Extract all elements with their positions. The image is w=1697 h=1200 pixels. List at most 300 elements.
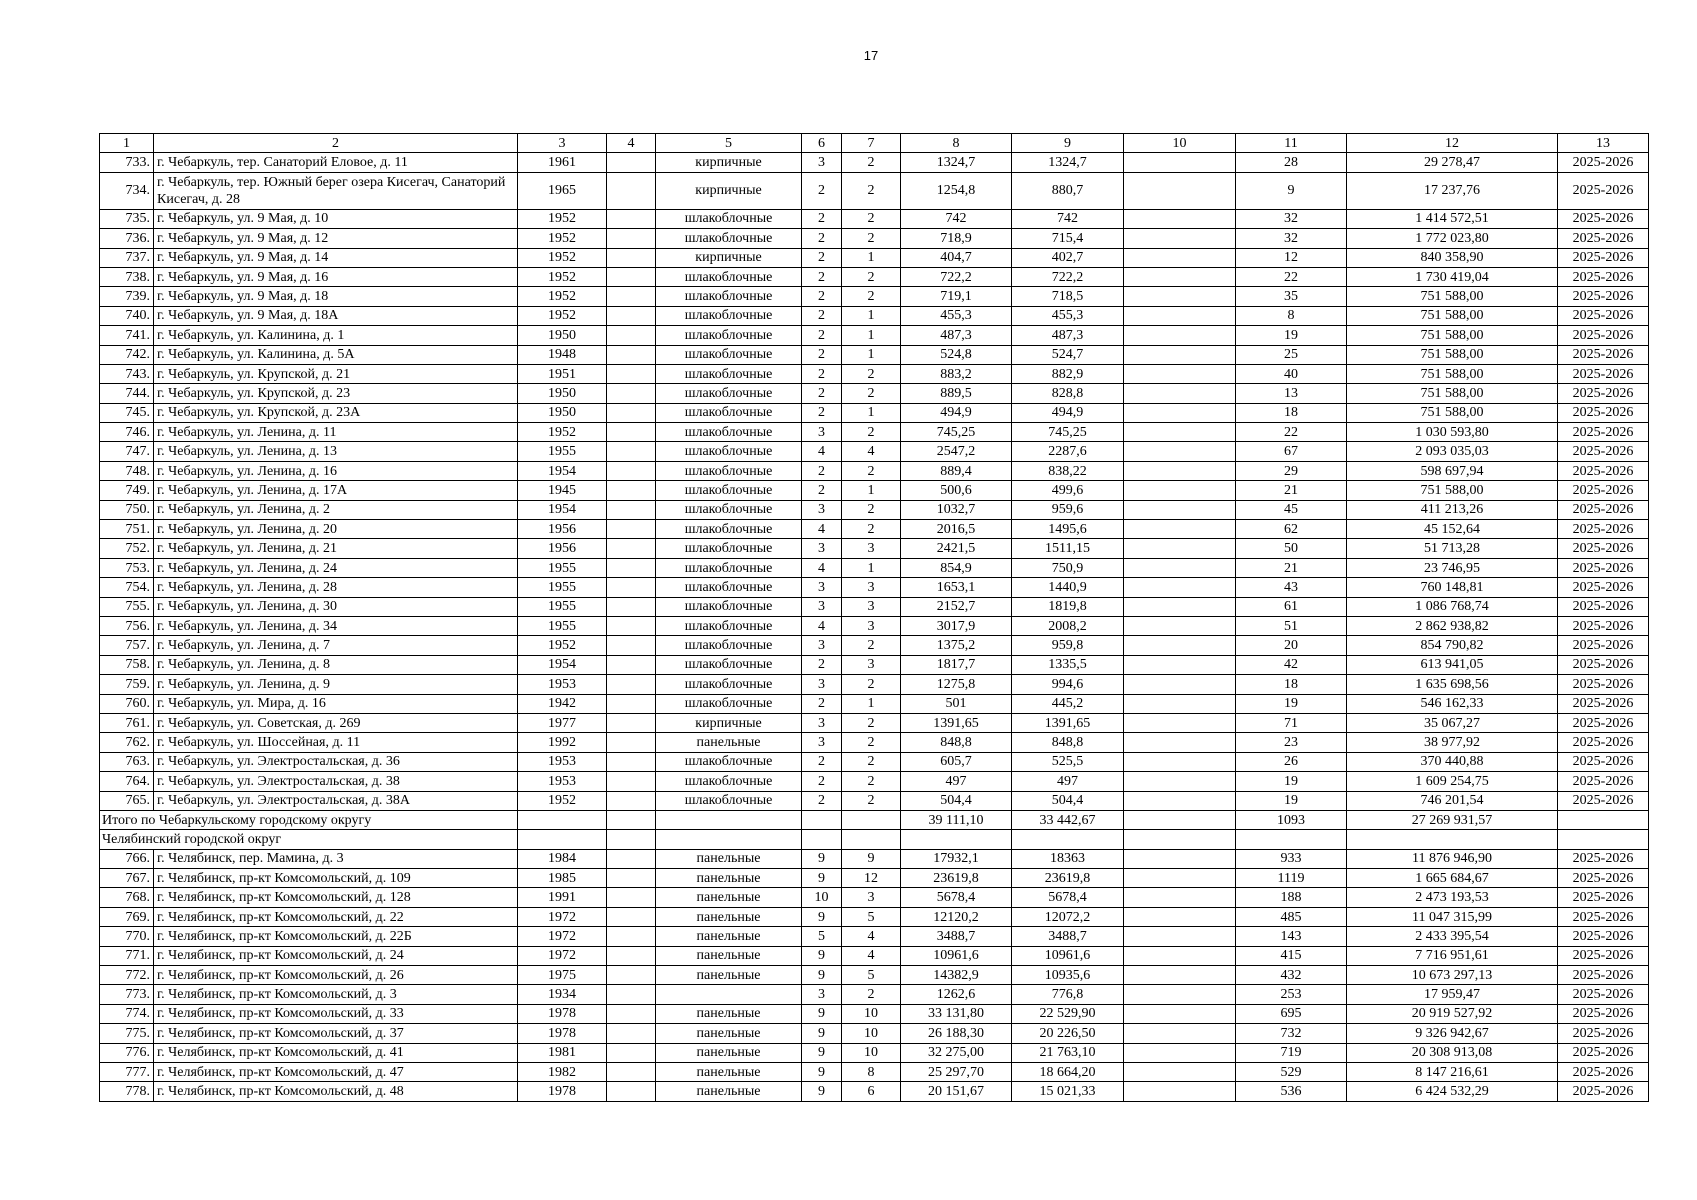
entrances-cell: 2: [842, 287, 901, 306]
year-built-cell: 1978: [518, 1082, 607, 1101]
cost-cell: [1347, 830, 1558, 849]
living-area-cell: 524,7: [1012, 345, 1124, 364]
floors-cell: 9: [802, 1043, 842, 1062]
table-row: [100, 694, 1649, 713]
floors-cell: 3: [802, 539, 842, 558]
address-cell: г. Чебаркуль, ул. Ленина, д. 24: [154, 558, 518, 577]
living-area-cell: 10935,6: [1012, 966, 1124, 985]
table-row: [100, 172, 1649, 209]
cost-cell: 1 030 593,80: [1347, 423, 1558, 442]
year-built-cell: [518, 810, 607, 829]
header-cell-8: 8: [901, 134, 1012, 153]
section-label: Челябинский городской округ: [100, 830, 518, 849]
entrances-cell: 12: [842, 869, 901, 888]
floors-cell: 2: [802, 791, 842, 810]
table-row: [100, 675, 1649, 694]
col-10-cell: [1124, 946, 1236, 965]
row-number-cell: 749.: [100, 481, 154, 500]
col-10-cell: [1124, 500, 1236, 519]
col-4-cell: [607, 713, 656, 732]
total-row: [100, 810, 1649, 829]
living-area-cell: 10961,6: [1012, 946, 1124, 965]
row-number-cell: 771.: [100, 946, 154, 965]
residents-cell: 188: [1236, 888, 1347, 907]
floors-cell: 2: [802, 229, 842, 248]
entrances-cell: 2: [842, 423, 901, 442]
row-number-cell: 753.: [100, 558, 154, 577]
col-4-cell: [607, 616, 656, 635]
col-4-cell: [607, 946, 656, 965]
period-cell: 2025-2026: [1558, 985, 1649, 1004]
living-area-cell: 715,4: [1012, 229, 1124, 248]
year-built-cell: 1952: [518, 423, 607, 442]
col-4-cell: [607, 985, 656, 1004]
entrances-cell: 4: [842, 442, 901, 461]
total-area-cell: 33 131,80: [901, 1004, 1012, 1023]
floors-cell: 3: [802, 578, 842, 597]
col-4-cell: [607, 966, 656, 985]
row-number-cell: 741.: [100, 326, 154, 345]
year-built-cell: 1955: [518, 442, 607, 461]
entrances-cell: 2: [842, 791, 901, 810]
col-10-cell: [1124, 849, 1236, 868]
table-row: [100, 520, 1649, 539]
table-row: [100, 442, 1649, 461]
period-cell: 2025-2026: [1558, 733, 1649, 752]
col-10-cell: [1124, 520, 1236, 539]
residents-cell: 62: [1236, 520, 1347, 539]
entrances-cell: 2: [842, 636, 901, 655]
year-built-cell: 1955: [518, 616, 607, 635]
cost-cell: 751 588,00: [1347, 364, 1558, 383]
table-row: [100, 403, 1649, 422]
col-4-cell: [607, 384, 656, 403]
cost-cell: 1 609 254,75: [1347, 772, 1558, 791]
cost-cell: 6 424 532,29: [1347, 1082, 1558, 1101]
period-cell: 2025-2026: [1558, 597, 1649, 616]
col-4-cell: [607, 326, 656, 345]
col-10-cell: [1124, 403, 1236, 422]
year-built-cell: 1954: [518, 461, 607, 480]
total-area-cell: 500,6: [901, 481, 1012, 500]
cost-cell: 23 746,95: [1347, 558, 1558, 577]
period-cell: 2025-2026: [1558, 616, 1649, 635]
cost-cell: 7 716 951,61: [1347, 946, 1558, 965]
period-cell: 2025-2026: [1558, 248, 1649, 267]
residents-cell: 21: [1236, 481, 1347, 500]
floors-cell: [802, 830, 842, 849]
period-cell: 2025-2026: [1558, 694, 1649, 713]
col-4-cell: [607, 520, 656, 539]
col-10-cell: [1124, 772, 1236, 791]
cost-cell: 751 588,00: [1347, 345, 1558, 364]
cost-cell: 751 588,00: [1347, 384, 1558, 403]
total-area-cell: 1375,2: [901, 636, 1012, 655]
address-cell: г. Чебаркуль, ул. Ленина, д. 13: [154, 442, 518, 461]
cost-cell: 8 147 216,61: [1347, 1062, 1558, 1081]
period-cell: 2025-2026: [1558, 888, 1649, 907]
col-10-cell: [1124, 888, 1236, 907]
col-10-cell: [1124, 907, 1236, 926]
total-area-cell: 32 275,00: [901, 1043, 1012, 1062]
row-number-cell: 737.: [100, 248, 154, 267]
living-area-cell: 1335,5: [1012, 655, 1124, 674]
period-cell: 2025-2026: [1558, 927, 1649, 946]
total-area-cell: 25 297,70: [901, 1062, 1012, 1081]
entrances-cell: 4: [842, 927, 901, 946]
residents-cell: 40: [1236, 364, 1347, 383]
residents-cell: 8: [1236, 306, 1347, 325]
col-10-cell: [1124, 985, 1236, 1004]
residents-cell: 432: [1236, 966, 1347, 985]
total-area-cell: 26 188,30: [901, 1024, 1012, 1043]
living-area-cell: 23619,8: [1012, 869, 1124, 888]
wall-material-cell: кирпичные: [656, 713, 802, 732]
living-area-cell: 745,25: [1012, 423, 1124, 442]
living-area-cell: 445,2: [1012, 694, 1124, 713]
residents-cell: 22: [1236, 267, 1347, 286]
table-row: [100, 907, 1649, 926]
period-cell: 2025-2026: [1558, 306, 1649, 325]
year-built-cell: 1975: [518, 966, 607, 985]
total-area-cell: 455,3: [901, 306, 1012, 325]
residents-cell: 536: [1236, 1082, 1347, 1101]
table-row: [100, 869, 1649, 888]
entrances-cell: 9: [842, 849, 901, 868]
cost-cell: 1 414 572,51: [1347, 209, 1558, 228]
table-row: [100, 267, 1649, 286]
total-area-cell: 2547,2: [901, 442, 1012, 461]
cost-cell: 9 326 942,67: [1347, 1024, 1558, 1043]
table-row: [100, 306, 1649, 325]
total-label: Итого по Чебаркульскому городскому округу: [100, 810, 518, 829]
year-built-cell: 1950: [518, 403, 607, 422]
row-number-cell: 752.: [100, 539, 154, 558]
living-area-cell: 1440,9: [1012, 578, 1124, 597]
wall-material-cell: шлакоблочные: [656, 481, 802, 500]
total-area-cell: 2016,5: [901, 520, 1012, 539]
wall-material-cell: шлакоблочные: [656, 539, 802, 558]
year-built-cell: 1982: [518, 1062, 607, 1081]
period-cell: 2025-2026: [1558, 209, 1649, 228]
total-area-cell: 605,7: [901, 752, 1012, 771]
col-4-cell: [607, 927, 656, 946]
table-row: [100, 849, 1649, 868]
wall-material-cell: [656, 830, 802, 849]
residents-cell: 23: [1236, 733, 1347, 752]
residents-cell: 485: [1236, 907, 1347, 926]
total-area-cell: 889,4: [901, 461, 1012, 480]
year-built-cell: 1955: [518, 578, 607, 597]
period-cell: 2025-2026: [1558, 403, 1649, 422]
col-4-cell: [607, 810, 656, 829]
residents-cell: 19: [1236, 772, 1347, 791]
cost-cell: 38 977,92: [1347, 733, 1558, 752]
table-row: [100, 153, 1649, 172]
living-area-cell: 22 529,90: [1012, 1004, 1124, 1023]
residents-cell: 22: [1236, 423, 1347, 442]
address-cell: г. Чебаркуль, ул. 9 Мая, д. 18А: [154, 306, 518, 325]
entrances-cell: 5: [842, 907, 901, 926]
year-built-cell: 1948: [518, 345, 607, 364]
address-cell: г. Чебаркуль, ул. Ленина, д. 9: [154, 675, 518, 694]
row-number-cell: 735.: [100, 209, 154, 228]
entrances-cell: 2: [842, 752, 901, 771]
row-number-cell: 756.: [100, 616, 154, 635]
col-10-cell: [1124, 364, 1236, 383]
residents-cell: 32: [1236, 209, 1347, 228]
table-row: [100, 597, 1649, 616]
address-cell: г. Чебаркуль, ул. Ленина, д. 8: [154, 655, 518, 674]
floors-cell: 4: [802, 558, 842, 577]
col-10-cell: [1124, 1004, 1236, 1023]
total-area-cell: 1254,8: [901, 172, 1012, 209]
year-built-cell: 1965: [518, 172, 607, 209]
col-4-cell: [607, 461, 656, 480]
table-row: [100, 209, 1649, 228]
row-number-cell: 777.: [100, 1062, 154, 1081]
floors-cell: 2: [802, 364, 842, 383]
col-10-cell: [1124, 810, 1236, 829]
table-row: [100, 229, 1649, 248]
period-cell: 2025-2026: [1558, 423, 1649, 442]
total-area-cell: 1262,6: [901, 985, 1012, 1004]
year-built-cell: 1955: [518, 597, 607, 616]
wall-material-cell: шлакоблочные: [656, 558, 802, 577]
wall-material-cell: панельные: [656, 927, 802, 946]
floors-cell: 2: [802, 694, 842, 713]
entrances-cell: 2: [842, 267, 901, 286]
floors-cell: 2: [802, 772, 842, 791]
total-area-cell: 504,4: [901, 791, 1012, 810]
address-cell: г. Челябинск, пр-кт Комсомольский, д. 48: [154, 1082, 518, 1101]
residents-cell: 67: [1236, 442, 1347, 461]
entrances-cell: 2: [842, 461, 901, 480]
floors-cell: 2: [802, 306, 842, 325]
year-built-cell: 1952: [518, 229, 607, 248]
cost-cell: 1 730 419,04: [1347, 267, 1558, 286]
cost-cell: 1 086 768,74: [1347, 597, 1558, 616]
residents-cell: 13: [1236, 384, 1347, 403]
address-cell: г. Чебаркуль, ул. Крупской, д. 21: [154, 364, 518, 383]
col-10-cell: [1124, 287, 1236, 306]
table-row: [100, 772, 1649, 791]
address-cell: г. Чебаркуль, ул. Ленина, д. 28: [154, 578, 518, 597]
floors-cell: 3: [802, 423, 842, 442]
address-cell: г. Чебаркуль, ул. Ленина, д. 20: [154, 520, 518, 539]
table-row: [100, 558, 1649, 577]
address-cell: г. Чебаркуль, ул. 9 Мая, д. 18: [154, 287, 518, 306]
entrances-cell: 2: [842, 675, 901, 694]
row-number-cell: 742.: [100, 345, 154, 364]
col-10-cell: [1124, 1024, 1236, 1043]
wall-material-cell: шлакоблочные: [656, 267, 802, 286]
floors-cell: 4: [802, 442, 842, 461]
floors-cell: 9: [802, 907, 842, 926]
cost-cell: 45 152,64: [1347, 520, 1558, 539]
year-built-cell: 1952: [518, 248, 607, 267]
cost-cell: 51 713,28: [1347, 539, 1558, 558]
living-area-cell: 882,9: [1012, 364, 1124, 383]
floors-cell: 2: [802, 752, 842, 771]
entrances-cell: 2: [842, 500, 901, 519]
floors-cell: 3: [802, 675, 842, 694]
residents-cell: 61: [1236, 597, 1347, 616]
wall-material-cell: панельные: [656, 849, 802, 868]
floors-cell: 2: [802, 461, 842, 480]
table-row: [100, 1024, 1649, 1043]
col-4-cell: [607, 172, 656, 209]
entrances-cell: 3: [842, 539, 901, 558]
entrances-cell: 3: [842, 616, 901, 635]
year-built-cell: 1952: [518, 209, 607, 228]
entrances-cell: 2: [842, 772, 901, 791]
col-10-cell: [1124, 733, 1236, 752]
total-area-cell: 718,9: [901, 229, 1012, 248]
period-cell: 2025-2026: [1558, 752, 1649, 771]
address-cell: г. Чебаркуль, ул. Ленина, д. 7: [154, 636, 518, 655]
wall-material-cell: шлакоблочные: [656, 403, 802, 422]
address-cell: г. Чебаркуль, ул. Крупской, д. 23: [154, 384, 518, 403]
row-number-cell: 754.: [100, 578, 154, 597]
total-area-cell: 5678,4: [901, 888, 1012, 907]
living-area-cell: 742: [1012, 209, 1124, 228]
col-10-cell: [1124, 869, 1236, 888]
row-number-cell: 772.: [100, 966, 154, 985]
table-row: [100, 1043, 1649, 1062]
col-10-cell: [1124, 791, 1236, 810]
col-4-cell: [607, 345, 656, 364]
col-4-cell: [607, 558, 656, 577]
year-built-cell: 1952: [518, 636, 607, 655]
wall-material-cell: шлакоблочные: [656, 752, 802, 771]
period-cell: 2025-2026: [1558, 442, 1649, 461]
table-row: [100, 461, 1649, 480]
col-10-cell: [1124, 966, 1236, 985]
floors-cell: 9: [802, 849, 842, 868]
entrances-cell: 2: [842, 713, 901, 732]
total-area-cell: 1391,65: [901, 713, 1012, 732]
col-4-cell: [607, 287, 656, 306]
residents-cell: 695: [1236, 1004, 1347, 1023]
period-cell: 2025-2026: [1558, 287, 1649, 306]
table-row: [100, 345, 1649, 364]
year-built-cell: 1956: [518, 539, 607, 558]
col-10-cell: [1124, 209, 1236, 228]
header-cell-13: 13: [1558, 134, 1649, 153]
period-cell: 2025-2026: [1558, 907, 1649, 926]
cost-cell: 2 433 395,54: [1347, 927, 1558, 946]
table-row: [100, 1004, 1649, 1023]
year-built-cell: 1951: [518, 364, 607, 383]
address-cell: г. Чебаркуль, ул. Советская, д. 269: [154, 713, 518, 732]
col-4-cell: [607, 830, 656, 849]
row-number-cell: 757.: [100, 636, 154, 655]
table-row: [100, 752, 1649, 771]
entrances-cell: 1: [842, 481, 901, 500]
year-built-cell: 1984: [518, 849, 607, 868]
residents-cell: 43: [1236, 578, 1347, 597]
address-cell: г. Чебаркуль, ул. Крупской, д. 23А: [154, 403, 518, 422]
cost-cell: 546 162,33: [1347, 694, 1558, 713]
residents-cell: 529: [1236, 1062, 1347, 1081]
floors-cell: 9: [802, 1024, 842, 1043]
wall-material-cell: шлакоблочные: [656, 578, 802, 597]
living-area-cell: 838,22: [1012, 461, 1124, 480]
floors-cell: 4: [802, 616, 842, 635]
table-row: [100, 888, 1649, 907]
table-row: [100, 384, 1649, 403]
period-cell: 2025-2026: [1558, 364, 1649, 383]
entrances-cell: 10: [842, 1043, 901, 1062]
wall-material-cell: панельные: [656, 1024, 802, 1043]
residents-cell: 35: [1236, 287, 1347, 306]
floors-cell: 3: [802, 500, 842, 519]
living-area-cell: 525,5: [1012, 752, 1124, 771]
year-built-cell: 1978: [518, 1004, 607, 1023]
year-built-cell: 1945: [518, 481, 607, 500]
address-cell: г. Чебаркуль, ул. 9 Мая, д. 12: [154, 229, 518, 248]
living-area-cell: 15 021,33: [1012, 1082, 1124, 1101]
col-10-cell: [1124, 153, 1236, 172]
col-4-cell: [607, 229, 656, 248]
year-built-cell: 1942: [518, 694, 607, 713]
address-cell: г. Челябинск, пр-кт Комсомольский, д. 22: [154, 907, 518, 926]
address-cell: г. Челябинск, пр-кт Комсомольский, д. 22Б: [154, 927, 518, 946]
year-built-cell: 1952: [518, 287, 607, 306]
wall-material-cell: кирпичные: [656, 172, 802, 209]
row-number-cell: 740.: [100, 306, 154, 325]
wall-material-cell: шлакоблочные: [656, 442, 802, 461]
address-cell: г. Чебаркуль, ул. 9 Мая, д. 16: [154, 267, 518, 286]
entrances-cell: 2: [842, 985, 901, 1004]
wall-material-cell: шлакоблочные: [656, 636, 802, 655]
section-header-row: [100, 830, 1649, 849]
floors-cell: 3: [802, 713, 842, 732]
col-10-cell: [1124, 384, 1236, 403]
row-number-cell: 767.: [100, 869, 154, 888]
period-cell: 2025-2026: [1558, 1062, 1649, 1081]
living-area-cell: 21 763,10: [1012, 1043, 1124, 1062]
col-10-cell: [1124, 248, 1236, 267]
row-number-cell: 774.: [100, 1004, 154, 1023]
residents-cell: 933: [1236, 849, 1347, 868]
cost-cell: 751 588,00: [1347, 306, 1558, 325]
wall-material-cell: панельные: [656, 966, 802, 985]
year-built-cell: 1953: [518, 675, 607, 694]
table-row: [100, 733, 1649, 752]
col-10-cell: [1124, 655, 1236, 674]
col-4-cell: [607, 675, 656, 694]
col-4-cell: [607, 364, 656, 383]
living-area-cell: 718,5: [1012, 287, 1124, 306]
entrances-cell: 4: [842, 946, 901, 965]
col-4-cell: [607, 209, 656, 228]
col-10-cell: [1124, 345, 1236, 364]
page-number: 17: [863, 48, 879, 63]
total-area-cell: 501: [901, 694, 1012, 713]
address-cell: г. Чебаркуль, ул. Ленина, д. 30: [154, 597, 518, 616]
col-10-cell: [1124, 461, 1236, 480]
living-area-cell: 828,8: [1012, 384, 1124, 403]
period-cell: 2025-2026: [1558, 345, 1649, 364]
wall-material-cell: панельные: [656, 946, 802, 965]
total-area-cell: 3488,7: [901, 927, 1012, 946]
row-number-cell: 739.: [100, 287, 154, 306]
total-area-cell: 1817,7: [901, 655, 1012, 674]
residents-cell: 143: [1236, 927, 1347, 946]
living-area-cell: 2287,6: [1012, 442, 1124, 461]
